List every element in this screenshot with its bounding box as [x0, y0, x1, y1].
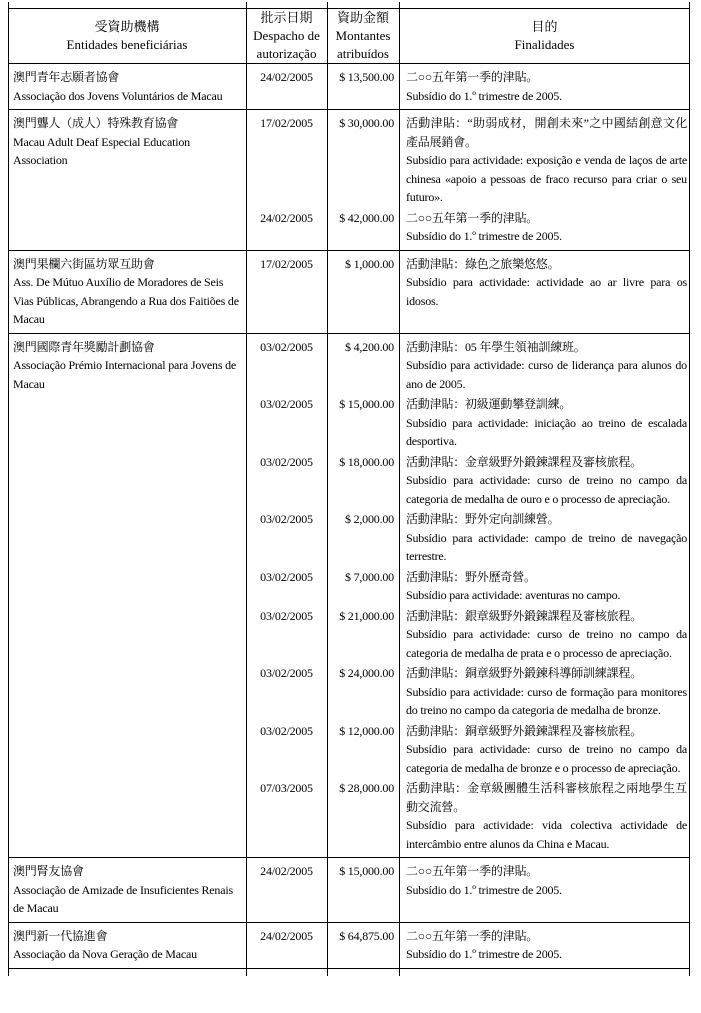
table-header-row [8, 8, 690, 64]
column-divider [399, 2, 400, 976]
grant-purpose [399, 607, 690, 663]
grant-amount: $ 2,000.00 [344, 512, 394, 526]
grant-amount: $ 15,000.00 [339, 864, 394, 878]
grant-date: 07/03/2005 [260, 781, 313, 795]
beneficiary-name-zh: 澳門聾人（成人）特殊教育協會 [13, 116, 179, 130]
table-left-border [8, 2, 9, 976]
column-divider [246, 2, 247, 976]
grant-entry [246, 255, 690, 311]
grant-purpose [399, 568, 690, 605]
purpose-pt: Subsídio para actividade: iniciação ao treino de escalada desportiva. [406, 415, 687, 448]
purpose-pt: Subsídio do 1.º trimestre de 2005. [406, 88, 562, 103]
header-amount [327, 9, 399, 63]
purpose-zh: 活動津貼：野外歷奇營。 [406, 569, 536, 584]
grant-purpose [399, 338, 690, 394]
header-date-pt: Despacho de autorização [253, 28, 320, 61]
header-beneficiaries [8, 9, 246, 63]
beneficiary-cell [8, 927, 246, 964]
table-right-border [689, 2, 690, 976]
purpose-zh: 二○○五年第一季的津貼。 [406, 70, 539, 84]
purpose-zh: 活動津貼：銀章級野外鍛鍊課程及審核旅程。 [406, 608, 643, 623]
grant-purpose [399, 862, 690, 899]
grant-date: 03/02/2005 [260, 339, 313, 354]
table-row [8, 858, 690, 923]
beneficiary-name-pt: Macau Adult Deaf Especial Education Association [13, 134, 190, 167]
grant-purpose [399, 510, 690, 566]
grant-date: 03/02/2005 [260, 608, 313, 623]
grant-amount: $ 15,000.00 [339, 397, 394, 411]
column-divider [327, 2, 328, 976]
grant-date: 24/02/2005 [260, 864, 313, 878]
header-purpose-pt: Finalidades [514, 37, 575, 52]
beneficiary-name-zh: 澳門腎友協會 [13, 864, 84, 878]
grant-date: 03/02/2005 [260, 454, 313, 469]
grant-entries [246, 338, 690, 854]
table-row [8, 251, 690, 334]
header-beneficiaries-zh: 受資助機構 [94, 19, 160, 34]
purpose-pt: Subsídio do 1.º trimestre de 2005. [406, 882, 562, 897]
purpose-pt: Subsídio do 1.º trimestre de 2005. [406, 229, 562, 243]
grant-entry [246, 568, 690, 605]
beneficiary-cell [8, 68, 246, 105]
purpose-pt: Subsídio para actividade: campo de treino de navegação terrestre. [406, 530, 687, 563]
grant-entry [246, 395, 690, 451]
beneficiary-name-zh: 澳門新一代協進會 [13, 928, 108, 943]
grant-date: 24/02/2005 [260, 928, 313, 943]
grant-entry [246, 510, 690, 566]
beneficiary-cell [8, 338, 246, 854]
header-amount-pt: Montantes atribuídos [335, 28, 391, 61]
grant-purpose [399, 68, 690, 105]
purpose-pt: Subsídio para actividade: actividade ao ar livre para os idosos. [406, 275, 687, 308]
grant-purpose [399, 114, 690, 207]
grant-entry [246, 722, 690, 778]
grant-purpose [399, 395, 690, 451]
beneficiary-name-pt: Associação Prémio Internacional para Jovens de Macau [13, 358, 237, 391]
grant-purpose [399, 779, 690, 853]
beneficiary-name-zh: 澳門果欄六街區坊眾互助會 [13, 256, 155, 271]
grant-date: 03/02/2005 [260, 512, 313, 526]
grant-entry [246, 338, 690, 394]
grant-purpose [399, 209, 690, 246]
grant-entry [246, 664, 690, 720]
grant-date: 03/02/2005 [260, 666, 313, 680]
grant-purpose [399, 664, 690, 720]
beneficiary-name-pt: Ass. De Mútuo Auxílio de Moradores de Seis Vias Públicas, Abrangendo a Rua dos Faitiões de Macau [13, 275, 239, 326]
grant-date: 17/02/2005 [260, 256, 313, 271]
grant-entries [246, 255, 690, 329]
grant-amount: $ 4,200.00 [344, 339, 394, 354]
purpose-pt: Subsídio para actividade: curso de liderança para alunos do ano de 2005. [406, 358, 687, 391]
purpose-pt: Subsídio do 1.º trimestre de 2005. [406, 947, 562, 961]
grant-amount: $ 42,000.00 [339, 210, 394, 225]
purpose-zh: 活動津貼：初級運動攀登訓練。 [406, 397, 572, 411]
grant-purpose [399, 255, 690, 311]
beneficiary-cell [8, 862, 246, 918]
grant-entry [246, 607, 690, 663]
grant-amount: $ 1,000.00 [344, 256, 394, 271]
purpose-zh: 活動津貼：綠色之旅樂悠悠。 [406, 256, 560, 271]
beneficiary-name-pt: Associação dos Jovens Voluntários de Macau [13, 88, 223, 103]
grant-date: 24/02/2005 [260, 70, 313, 84]
grant-entry [246, 68, 690, 105]
purpose-zh: 活動津貼：05 年學生領袖訓練班。 [406, 339, 586, 354]
header-date [246, 9, 327, 63]
table-row [8, 64, 690, 110]
grant-purpose [399, 453, 690, 509]
purpose-zh: 二○○五年第一季的津貼。 [406, 864, 539, 878]
grant-amount: $ 28,000.00 [339, 781, 394, 795]
grant-entry [246, 779, 690, 853]
purpose-zh: 二○○五年第一季的津貼。 [406, 210, 539, 225]
grant-amount: $ 7,000.00 [344, 569, 394, 584]
grant-date: 17/02/2005 [260, 116, 313, 130]
grant-date: 24/02/2005 [260, 210, 313, 225]
grant-entries [246, 68, 690, 105]
purpose-zh: 活動津貼：野外定向訓練營。 [406, 512, 560, 526]
grant-purpose [399, 927, 690, 964]
purpose-zh: 活動津貼：銅章級野外鍛鍊科導師訓練課程。 [406, 666, 643, 680]
table-row [8, 334, 690, 859]
grant-entries [246, 114, 690, 246]
grant-amount: $ 21,000.00 [339, 608, 394, 623]
grant-entry [246, 114, 690, 207]
grant-amount: $ 18,000.00 [339, 454, 394, 469]
table-row [8, 923, 690, 969]
grant-entries [246, 862, 690, 918]
header-purpose-zh: 目的 [531, 19, 558, 34]
purpose-zh: 二○○五年第一季的津貼。 [406, 928, 539, 943]
subsidy-table [8, 8, 690, 969]
grant-amount: $ 12,000.00 [339, 723, 394, 738]
purpose-pt: Subsídio para actividade: curso de treino no campo da categoria de medalha de bronze e o processo de apreciação. [406, 742, 687, 775]
header-purpose [399, 9, 690, 63]
grant-entries [246, 927, 690, 964]
beneficiary-cell [8, 114, 246, 246]
grant-amount: $ 30,000.00 [339, 116, 394, 130]
purpose-zh: 活動津貼：銅章級野外鍛鍊課程及審核旅程。 [406, 723, 643, 738]
purpose-zh: 活動津貼：“助弱成材，開創未來”之中國結創意文化產品展銷會。 [406, 116, 687, 149]
table-row [8, 110, 690, 251]
purpose-zh: 活動津貼：金章級團體生活科審核旅程之兩地學生互動交流營。 [406, 781, 687, 814]
grant-entry [246, 927, 690, 964]
grant-purpose [399, 722, 690, 778]
grant-date: 03/02/2005 [260, 397, 313, 411]
purpose-pt: Subsídio para actividade: aventuras no campo. [406, 588, 621, 602]
beneficiary-cell [8, 255, 246, 329]
grant-date: 03/02/2005 [260, 569, 313, 584]
header-amount-zh: 資助金額 [336, 10, 389, 25]
grant-amount: $ 13,500.00 [339, 70, 394, 84]
purpose-pt: Subsídio para actividade: vida colectiva actividade de intercâmbio entre alunos da China e Macau. [406, 818, 687, 851]
header-date-zh: 批示日期 [260, 10, 313, 25]
purpose-pt: Subsídio para actividade: exposição e venda de laços de arte chinesa «apoio a pessoas de fraco recurso para criar o seu futuro». [406, 153, 687, 204]
purpose-zh: 活動津貼：金章級野外鍛鍊課程及審核旅程。 [406, 454, 643, 469]
grant-date: 03/02/2005 [260, 723, 313, 738]
grant-amount: $ 64,875.00 [339, 928, 394, 943]
grant-amount: $ 24,000.00 [339, 666, 394, 680]
beneficiary-name-pt: Associação de Amizade de Insuficientes Renais de Macau [13, 882, 233, 915]
grant-entry [246, 453, 690, 509]
beneficiary-name-zh: 澳門青年志願者協會 [13, 70, 120, 84]
beneficiary-name-zh: 澳門國際青年獎勵計劃協會 [13, 339, 155, 354]
purpose-pt: Subsídio para actividade: curso de formação para monitores do treino no campo da categoria de medalha de bronze. [406, 684, 687, 717]
purpose-pt: Subsídio para actividade: curso de treino no campo da categoria de medalha de prata e o processo de apreciação. [406, 627, 687, 660]
header-beneficiaries-pt: Entidades beneficiárias [66, 37, 188, 52]
grant-entry [246, 862, 690, 899]
purpose-pt: Subsídio para actividade: curso de treino no campo da categoria de medalha de ouro e o processo de apreciação. [406, 473, 687, 506]
beneficiary-name-pt: Associação da Nova Geração de Macau [13, 947, 197, 961]
grant-entry [246, 209, 690, 246]
